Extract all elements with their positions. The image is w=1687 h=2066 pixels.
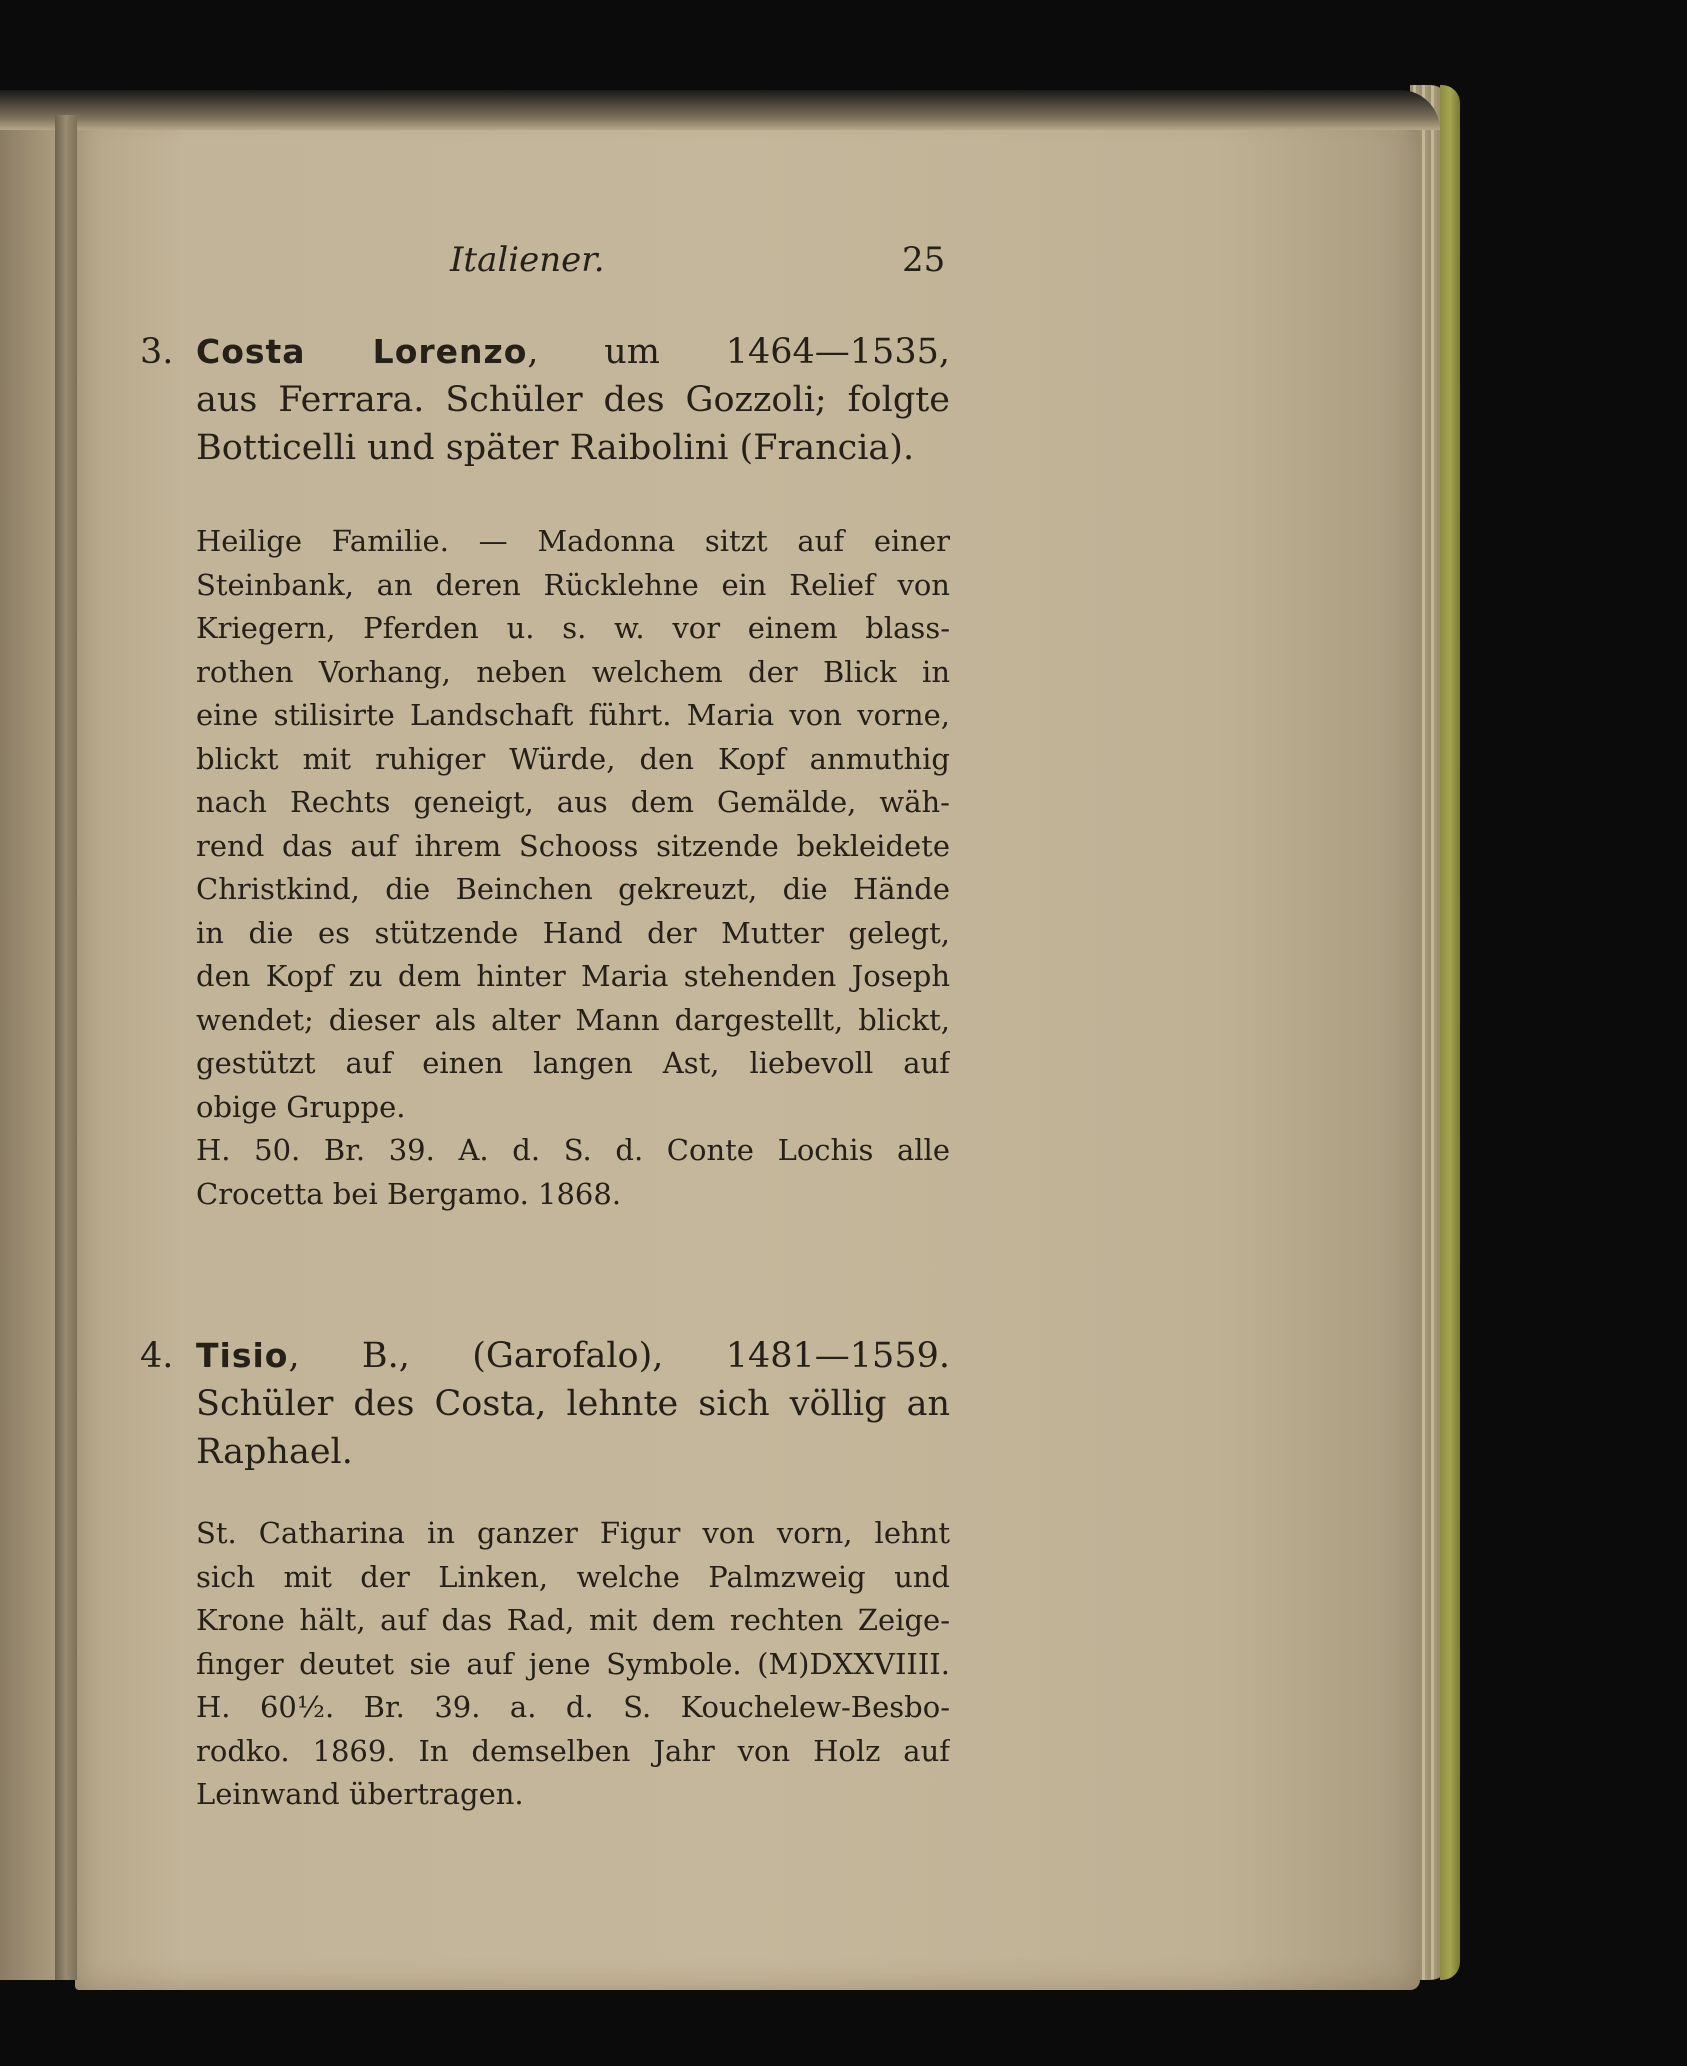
running-title: Italiener. xyxy=(450,240,605,280)
page-number: 25 xyxy=(902,240,946,280)
desc-line: gestützt auf einen langen Ast, liebevoll auf xyxy=(196,1046,950,1080)
meta-line: Crocetta bei Bergamo. 1868. xyxy=(196,1176,622,1211)
artist-name: Tisio xyxy=(196,1336,289,1375)
desc-line: finger deutet sie auf jene Symbole. (M)DXXVIIII. xyxy=(196,1646,950,1681)
entry-number: 4. xyxy=(140,1336,174,1376)
desc-line: den Kopf zu dem hinter Maria stehenden Joseph xyxy=(196,959,950,993)
desc-line: in die es stützende Hand der Mutter gelegt, xyxy=(196,915,950,950)
heading-rest: , B., (Garofalo), 1481—1559. xyxy=(288,1336,950,1376)
heading-line: Botticelli und später Raibolini (Francia). xyxy=(196,428,915,468)
desc-line: eine stilisirte Landschaft führt. Maria von vorne, xyxy=(196,698,950,732)
heading-line: Schüler des Costa, lehnte sich völlig an xyxy=(196,1384,950,1424)
desc-line: St. Catharina in ganzer Figur von vorn, lehnt xyxy=(196,1516,950,1550)
entry-3-heading xyxy=(140,328,950,472)
meta-line: H. 60½. Br. 39. a. d. S. Kouchelew-Besbo- xyxy=(196,1690,950,1724)
heading-line: aus Ferrara. Schüler des Gozzoli; folgte xyxy=(196,380,950,420)
desc-line: Christkind, die Beinchen gekreuzt, die Hände xyxy=(196,872,950,906)
desc-line: wendet; dieser als alter Mann dargestellt, blickt, xyxy=(196,1002,950,1037)
desc-line: Heilige Familie. — Madonna sitzt auf einer xyxy=(196,524,950,558)
book-cover-edge xyxy=(1440,85,1460,1980)
book-spine xyxy=(55,115,77,1980)
meta-line: rodko. 1869. In demselben Jahr von Holz auf xyxy=(196,1733,950,1768)
meta-line: Leinwand übertragen. xyxy=(196,1777,524,1811)
entry-4-heading xyxy=(140,1332,950,1476)
desc-line: Steinbank, an deren Rücklehne ein Relief von xyxy=(196,567,950,602)
desc-line: rothen Vorhang, neben welchem der Blick in xyxy=(196,654,950,689)
heading-line: Raphael. xyxy=(196,1432,353,1472)
entry-3-description xyxy=(196,520,950,1216)
desc-line: blickt mit ruhiger Würde, den Kopf anmuthig xyxy=(196,741,950,776)
desc-line: sich mit der Linken, welche Palmzweig und xyxy=(196,1559,950,1594)
heading-rest: , um 1464—1535, xyxy=(527,332,950,372)
entry-4-description xyxy=(196,1512,950,1817)
desc-line: Krone hält, auf das Rad, mit dem rechten Zeige- xyxy=(196,1603,950,1637)
artist-name: Costa Lorenzo xyxy=(196,332,528,371)
desc-line: Kriegern, Pferden u. s. w. vor einem blass- xyxy=(196,611,950,645)
entry-number: 3. xyxy=(140,332,174,372)
desc-line: nach Rechts geneigt, aus dem Gemälde, wäh- xyxy=(196,785,950,819)
desc-line: obige Gruppe. xyxy=(196,1089,406,1124)
desc-line: rend das auf ihrem Schooss sitzende bekleidete xyxy=(196,828,950,863)
meta-line: H. 50. Br. 39. A. d. S. d. Conte Lochis alle xyxy=(196,1133,950,1167)
top-page-fold xyxy=(0,90,1440,130)
